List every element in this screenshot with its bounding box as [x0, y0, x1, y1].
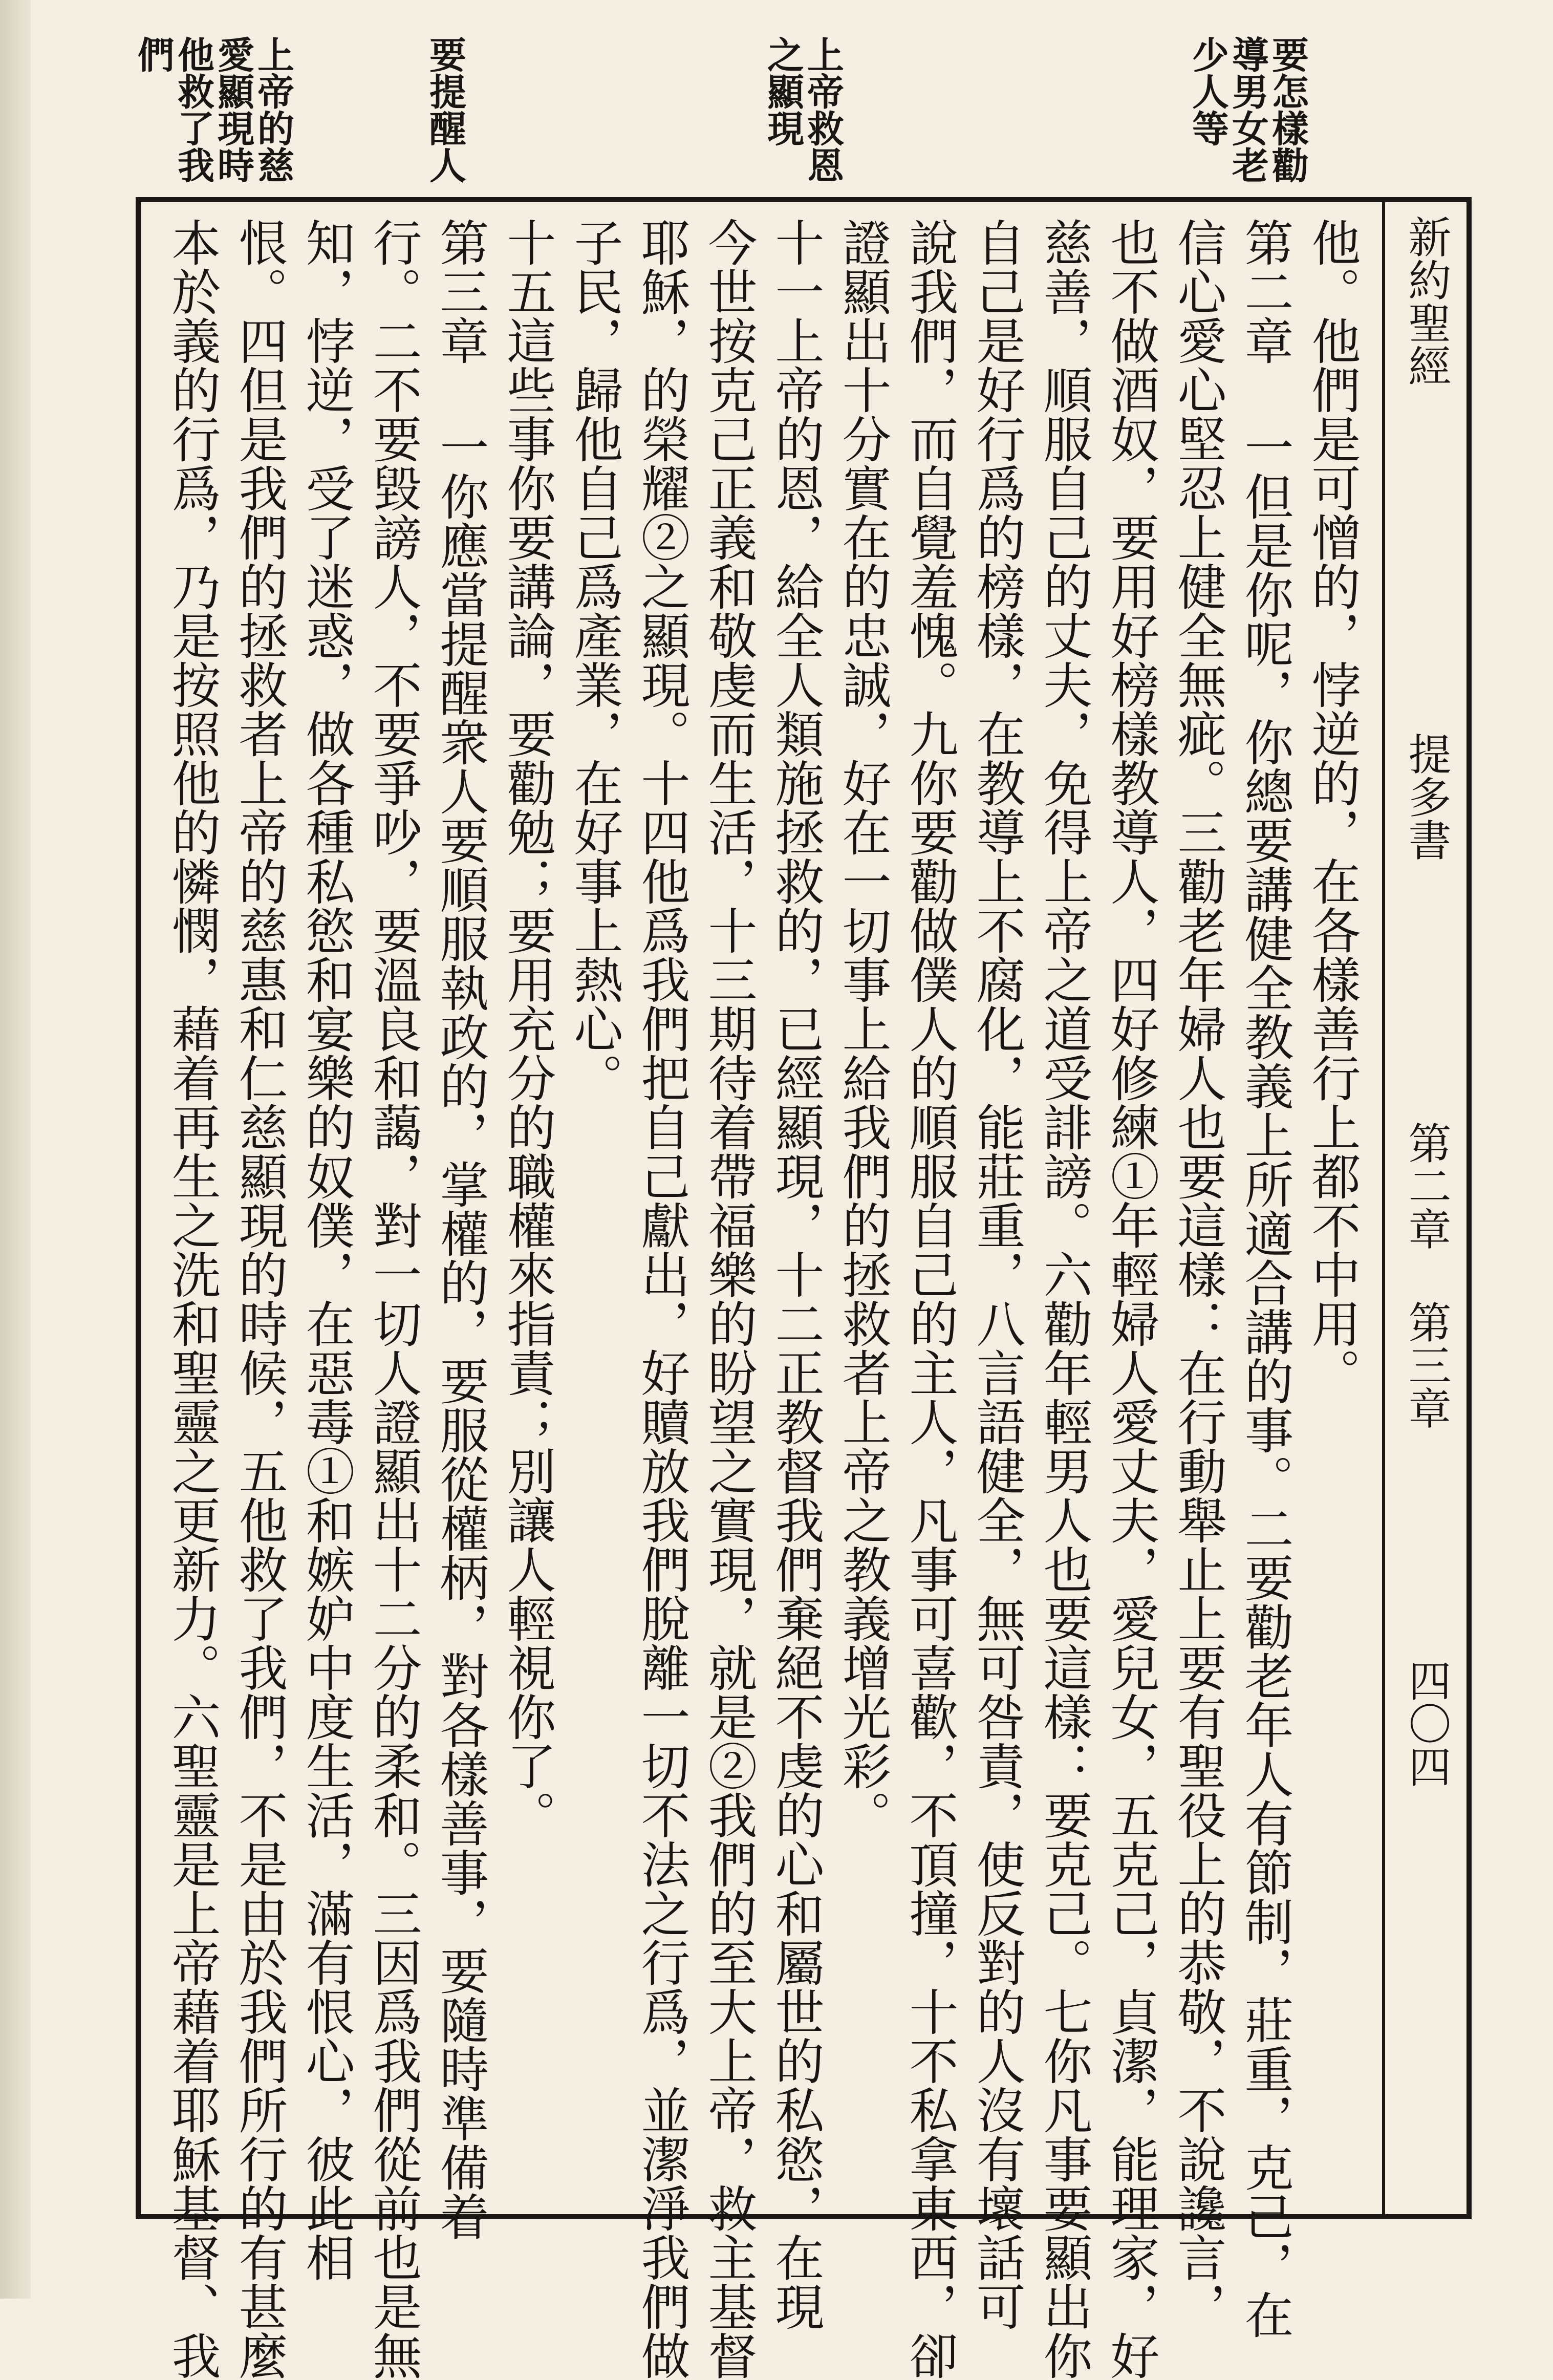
- text-column: 也不做酒奴，要用好榜樣教導人，四好修練①年輕婦人愛丈夫，愛兒女，五克己，貞潔，能理家，好: [1103, 218, 1160, 2380]
- running-head-book: 新約聖經: [1401, 215, 1452, 387]
- margin-note-grace-appears: 上帝救恩之顯現: [761, 36, 845, 183]
- page-number: 四〇四: [1401, 1659, 1452, 1788]
- text-column: 十一上帝的恩，給全人類施拯救的，已經顯現，十二正教督我們棄絕不虔的心和屬世的私慾，在現: [767, 218, 825, 2331]
- margin-note-love-appears: 上帝的慈愛顯現時他救了我們: [132, 36, 295, 183]
- text-column: 第三章 一你應當提醒衆人要順服執政的，掌權的，要服從權柄，對各樣善事，要隨時準備着: [432, 218, 489, 2241]
- running-head-epistle: 提多書: [1401, 732, 1452, 861]
- text-column: 第二章 一但是你呢，你總要講健全教義上所適合講的事。二要勸老年人有節制，莊重，克己，在: [1237, 218, 1294, 2339]
- text-column: 本於義的行爲，乃是按照他的憐憫，藉着再生之洗和聖靈之更新力。六聖靈是上帝藉着耶穌基督、我: [164, 218, 221, 2380]
- text-column: 說我們，而自覺羞愧。九你要勸做僕人的順服自己的主人，凡事可喜歡，不頂撞，十不私拿東西，卻: [901, 218, 959, 2380]
- text-column: 十五這些事你要講論，要勸勉；要用充分的職權來指責；別讓人輕視你了。: [499, 218, 556, 1839]
- text-column: 今世按克己正義和敬虔而生活，十三期待着帶福樂的盼望之實現，就是②我們的至大上帝，救主基督: [700, 218, 758, 2380]
- margin-note-exhort-groups: 要怎樣勸導男女老少人等: [1186, 36, 1309, 183]
- text-column: 行。二不要毀謗人，不要爭吵，要溫良和藹，對一切人證顯出十二分的柔和。三因爲我們從前也是無: [365, 218, 422, 2380]
- text-column: 證顯出十分實在的忠誠，好在一切事上給我們的拯救者上帝之教義增光彩。: [834, 218, 892, 1839]
- page-binding-edge: [0, 0, 31, 2299]
- text-column: 知，悖逆，受了迷惑，做各種私慾和宴樂的奴僕，在惡毒①和嫉妒中度生活，滿有恨心，彼此相: [298, 218, 355, 2282]
- text-column: 自己是好行爲的榜樣，在教導上不腐化，能莊重，八言語健全，無可咎責，使反對的人沒有壞話可: [968, 218, 1026, 2331]
- text-column: 慈善，順服自己的丈夫，免得上帝之道受誹謗。六勸年輕男人也要這樣：要克己。七你凡事要顯出你: [1036, 218, 1093, 2380]
- text-column: 恨。四但是我們的拯救者上帝的慈惠和仁慈顯現的時候，五他救了我們，不是由於我們所行的有甚麼: [231, 218, 288, 2380]
- text-column: 信心愛心堅忍上健全無疵。三勸老年婦人也要這樣：在行動舉止上要有聖役上的恭敬，不說讒言，: [1170, 218, 1227, 2331]
- text-column: 子民，歸他自己爲產業，在好事上熱心。: [566, 218, 623, 1102]
- running-head-chapters: 第二章 第三章: [1401, 1121, 1452, 1429]
- text-column: 耶穌，的榮耀②之顯現。十四他爲我們把自己獻出，好贖放我們脫離一切不法之行爲，並潔淨我們做: [633, 218, 691, 2380]
- text-column: 他。他們是可憎的，悖逆的，在各樣善行上都不中用。: [1304, 218, 1361, 1397]
- margin-note-remind: 要提醒人: [423, 36, 467, 183]
- header-separator-rule: [1382, 197, 1385, 2219]
